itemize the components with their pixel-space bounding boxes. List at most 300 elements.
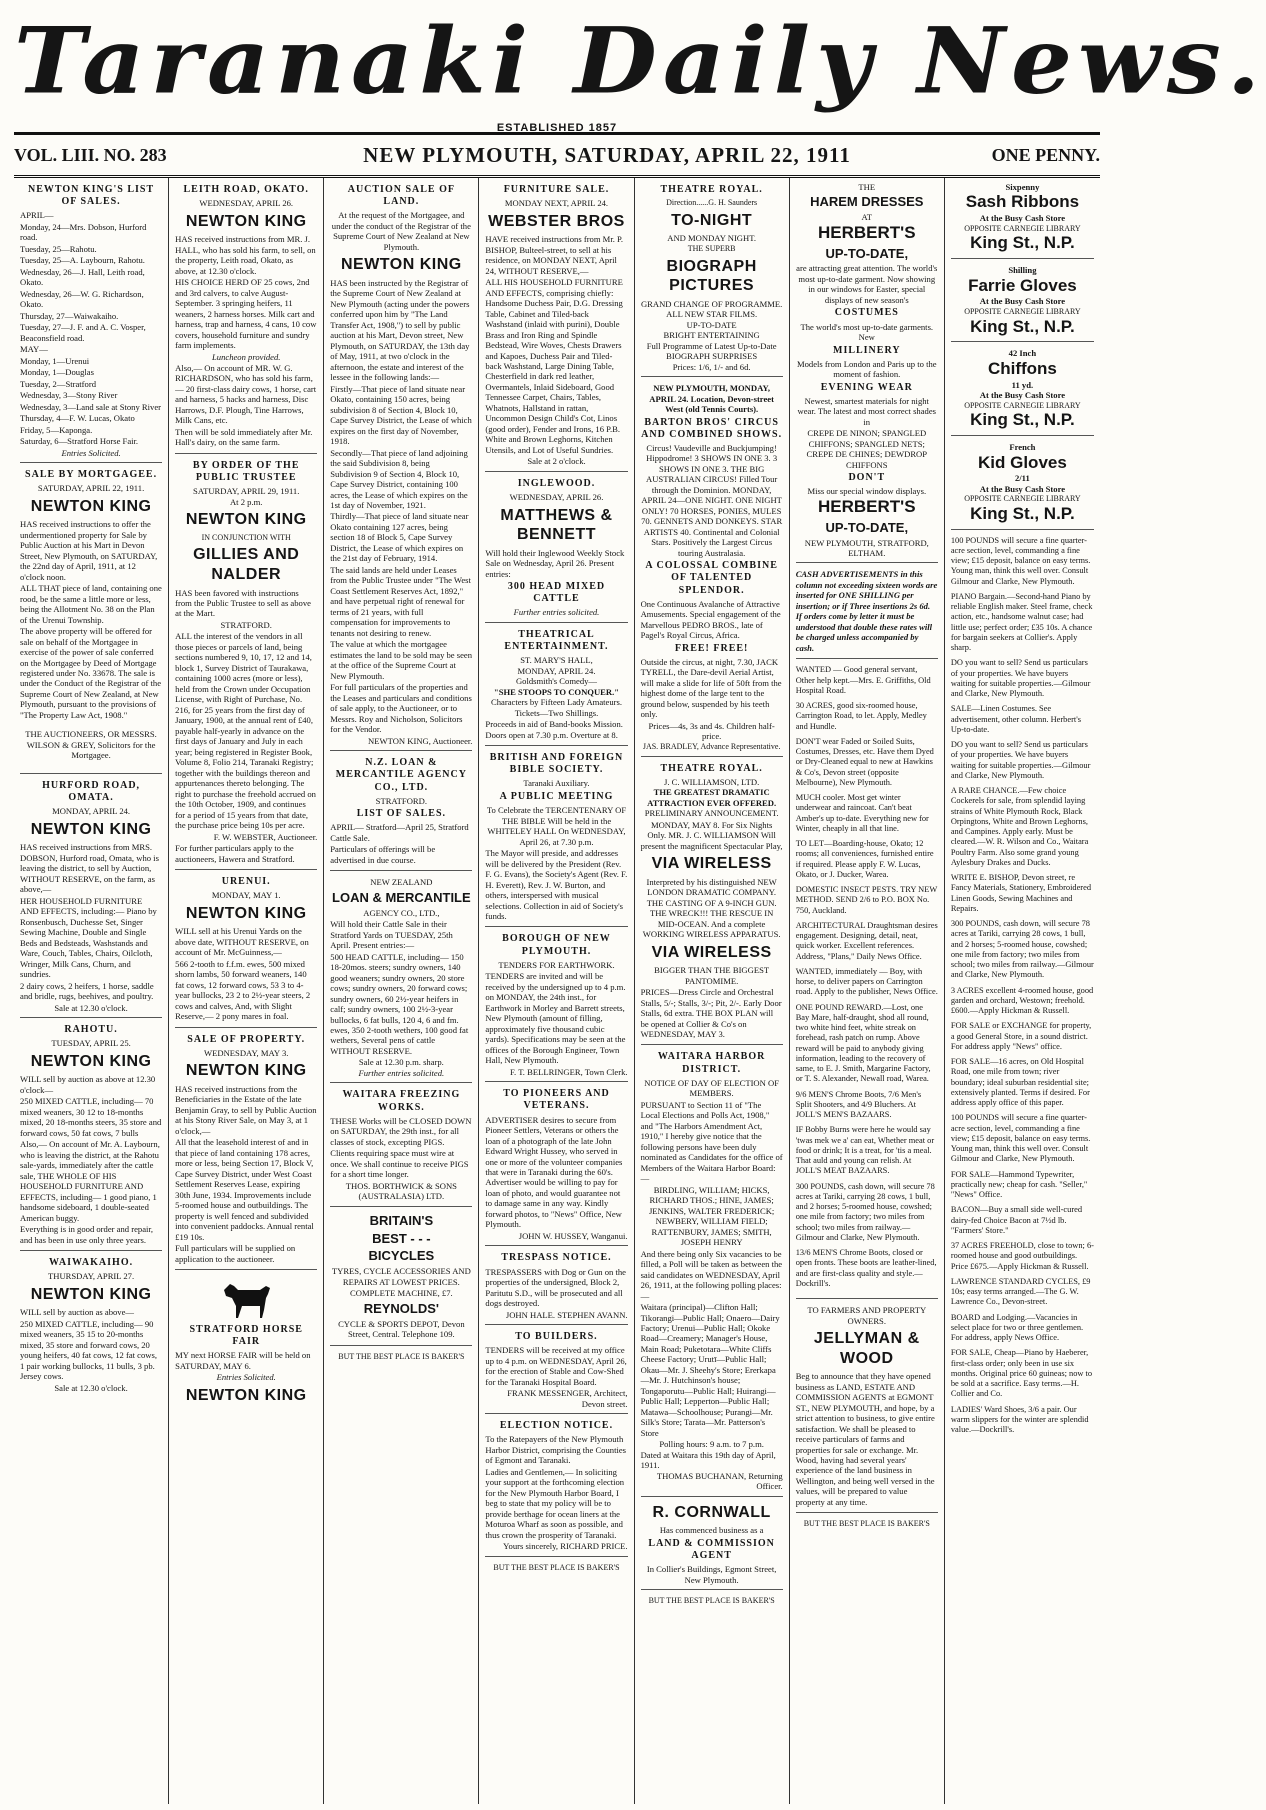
classified-ad: 3 ACRES excellent 4-roomed house, good garden and orchard, Westown; freehold. £600.—Apply Hickman & Russell. <box>950 985 1094 1016</box>
election-title: ELECTION NOTICE. <box>499 1420 614 1432</box>
play-title: "SHE STOOPS TO CONQUER." <box>493 686 620 697</box>
borough-title: BOROUGH OF NEW PLYMOUTH. <box>502 933 611 957</box>
masthead <box>14 6 1266 134</box>
inglewood-ad <box>485 478 627 623</box>
builders-title: TO BUILDERS. <box>515 1330 598 1342</box>
sales-list-item: Thursday, 4—F. W. Lucas, Okato <box>20 413 135 424</box>
ad1-price: Sixpenny <box>1005 182 1040 192</box>
waiwakaiho-date: THURSDAY, APRIL 27. <box>48 1271 135 1282</box>
builders-ad <box>485 1331 627 1414</box>
column-3 <box>324 178 479 1804</box>
luncheon-note: Luncheon provided. <box>212 351 281 362</box>
theatre-direction: Direction......G. H. Saunders <box>666 198 758 208</box>
harbor-title: WAITARA HARBOR DISTRICT. <box>657 1051 766 1075</box>
column-2 <box>169 178 324 1804</box>
cornwall-name: R. CORNWALL <box>652 1503 771 1521</box>
classifieds-col-7 <box>951 536 1094 1436</box>
via-wireless-title-2: VIA WIRELESS <box>651 943 772 961</box>
classified-ad: 100 POUNDS will secure a fine quarter-acre section, level, commanding a fine view; £15 deposit, balance on easy terms. Young man, think this well over. Consult Gilmour and Clarke, New Plymouth. <box>950 1113 1091 1164</box>
auction-land-3: Thirdly—That piece of land situate near Okato containing 127 acres, being section 18 of Block 5, Cape Survey District, the Lease of which expires on the 21st day of February, 1914. <box>330 511 469 564</box>
harem-body: are attracting great attention. The world's most up-to-date garment. Now showing in our windows for Easter, special displays of new season's <box>796 263 938 305</box>
trustee-body: HAS been favored with instructions from the Public Trustee to sell as above at the Mart. <box>175 587 311 619</box>
pioneers-body: ADVERTISER desires to secure from Pioneer Settlers, Veterans or others the loan of a photograph of the late John Edward Wright Hussey, who served in one or more of the volunteer companies that were in Taranaki during the 60's. Advertiser would be willing to pay for loan of photo, and would guarantee not to damage same in any way. Kindly forward photos, to "News" Office, New Plymouth. <box>485 1114 623 1230</box>
theatrical-ad <box>485 629 627 746</box>
earthwork-tenders-ad <box>485 933 627 1082</box>
characters-line: Characters by Fifteen Lady Amateurs. <box>490 697 622 708</box>
pioneers-ad <box>485 1088 627 1246</box>
classifieds-col-6 <box>796 665 938 1299</box>
star-films: ALL NEW STAR FILMS. <box>666 309 758 320</box>
farmers-title: TO FARMERS AND PROPERTY OWNERS. <box>807 1305 927 1326</box>
busy-store-ad-4 <box>951 442 1094 530</box>
ad3-item: Chiffons <box>987 358 1057 378</box>
superb-line: THE SUPERB <box>687 243 736 253</box>
via-wireless-title: VIA WIRELESS <box>651 855 772 873</box>
busy-store-ad-3 <box>951 348 1094 436</box>
horse-fair-entries: Entries Solicited. <box>216 1372 276 1383</box>
issue-date: NEW PLYMOUTH, SATURDAY, APRIL 22, 1911 <box>363 142 851 167</box>
circus-ad <box>641 383 783 756</box>
sales-list-item: Wednesday, 26—J. Hall, Leith road, Okato. <box>20 266 145 288</box>
auctioneer-name: NEWTON KING <box>30 820 152 838</box>
land-commission-agent: LAND & COMMISSION AGENT <box>648 1537 775 1561</box>
classified-ad: DO you want to sell? Send us particulars of your properties. We have buyers waiting for suitable properties.—Gilmour and Clarke, New Plymouth. <box>950 658 1091 699</box>
pioneers-title: TO PIONEERS AND VETERANS. <box>503 1088 610 1112</box>
classified-ad: WANTED, immediately — Boy, with horse, to deliver papers on Carrington road. Apply to the publisher, News Office. <box>795 966 938 997</box>
loan-title: LOAN & MERCANTILE <box>332 889 471 905</box>
rahotu-sale-ad <box>20 1024 162 1251</box>
rahotu-cattle: 250 MIXED CATTLE, including— 70 mixed weaners, 30 12 to 18-months mixed, 20 18-months steers, 35 store and forward cows, 50 fat cows, 7 bulls <box>20 1096 162 1138</box>
nz-title: NEW ZEALAND <box>370 877 433 888</box>
trustee-further: For further particulars apply to the auctioneers, Hawera and Stratford. <box>175 843 295 864</box>
furniture-time: Sale at 2 o'clock. <box>527 456 586 467</box>
classified-ad: ARCHITECTURAL Draughtsman desires engagement. Designing, detail, neat, quick worker. Excellent references. Address, "Plans," Daily News Office. <box>795 920 938 961</box>
bible-title: BRITISH AND FOREIGN BIBLE SOCIETY. <box>489 752 624 776</box>
hurford-sale-ad <box>20 780 162 1018</box>
via-wireless-ad <box>641 763 783 1046</box>
monday-night: AND MONDAY NIGHT. <box>667 233 756 244</box>
ad1-at: At the Busy Cash Store <box>979 213 1066 224</box>
millinery-body: Models from London and Paris up to the moment of fashion. <box>796 358 937 380</box>
jellyman-wood: JELLYMAN & WOOD <box>813 1330 920 1367</box>
election-body-2: Ladies and Gentlemen,— In soliciting your support at the forthcoming election for the New Plymouth Harbor Board, I beg to state that my policy will be to provide berthage for ocean liners at the Moturoa Wharf as soon as possible, and thus crown the prosperity of Taranaki. <box>485 1466 625 1540</box>
sales-list-item: Wednesday, 3—Land sale at Stony River <box>20 401 161 412</box>
leith-road-ad <box>175 184 317 454</box>
established-line: ESTABLISHED 1857 <box>496 122 618 134</box>
classified-ad: FOR SALE—16 acres, on Old Hospital Road, one mile from town; river boundary; ideal suburban residential site; extensively planted. Terms if desired. For address apply office of this paper. <box>950 1057 1090 1108</box>
urenui-title: URENUI. <box>221 876 271 888</box>
may-dates: MONDAY, MAY 8. For Six Nights Only. MR. J. C. WILLIAMSON Will present the magnificent Spectacular Play, <box>640 819 783 851</box>
trustee-body-2: ALL the interest of the vendors in all those pieces or parcels of land, being sections numbered 9, 10, 17, 12 and 14, block 1, Survey District of Taurakawa, containing 1000 acres (more or less), held from the Crown under Occupation License, with Right of Purchase, No. 216, for 25 years from the first day of January, 1900, at the annual rent of £40, payable half-yearly in advance on the first days of January and July in each year; being registered in Register Book, Volume 8, Folio 214, Taranaki Registry; together with the buildings thereon and appurtenances thereto belonging. The right to purchase the freehold accrued on the 10th October, 1909, and continues for a period of 15 years from that date, the purchase price being 10s per acre. <box>175 631 316 831</box>
newspaper-title: Taranaki Daily News. <box>14 6 1266 115</box>
classified-ad: FOR SALE or EXCHANGE for property, a good General Store, in a sound district. For address apply "News" office. <box>950 1021 1092 1051</box>
poll-hours: Polling hours: 9 a.m. to 7 p.m. <box>659 1439 764 1450</box>
meeting-body: To Celebrate the TERCENTENARY OF THE BIBLE Will be held in the WHITELEY HALL On WEDNESDAY, April 26, at 7.30 p.m. <box>486 805 627 847</box>
trespass-ad <box>485 1252 627 1325</box>
webster-sign: F. W. WEBSTER, Auctioneer. <box>213 831 318 842</box>
tickets-body: Proceeds in aid of Band-books Mission. Doors open at 7.30 p.m. Overture at 8. <box>485 719 623 740</box>
mortgagee-body-2: ALL THAT piece of land, containing one rood, be the same a little more or less, being the Allotment No. 38 on the Plan of the Urenui Township. <box>20 583 162 625</box>
hurford-stock: 2 dairy cows, 2 heifers, 1 horse, saddle and bridle, rugs, beehives, and poultry. <box>20 980 154 1002</box>
tenders-sign: F. T. BELLRINGER, Town Clerk. <box>509 1066 628 1077</box>
bakers-footer: BUT THE BEST PLACE IS BAKER'S <box>493 1562 620 1572</box>
leith-date: WEDNESDAY, APRIL 26. <box>199 198 294 209</box>
stratford-heading: STRATFORD. <box>220 619 272 630</box>
auctioneer-name: NEWTON KING <box>340 256 462 274</box>
bakers-footer: BUT THE BEST PLACE IS BAKER'S <box>803 1519 930 1529</box>
circus-body-3: Outside the circus, at night, 7.30, JACK TYRELL, the Dare-devil Aerial Artist, will make a slide for life of 50ft from the highest dome of the large tent to the ground below, suspended by his teeth only. <box>640 656 782 720</box>
waiwakaiho-cattle: 250 MIXED CATTLE, including— 90 mixed weaners, 35 15 to 20-months mixed, 35 store and forward cows, 20 young heifers, 40 fat cows, 12 fat cows, 1 pair working bullocks, 11 bulls, 3 pb. Jersey cows. <box>20 1318 157 1382</box>
classified-ad: LAWRENCE STANDARD CYCLES, £9 10s; easy terms arranged.—The G. W. Lawrence Co., Devon-street. <box>950 1276 1091 1307</box>
ad3-price: 42 Inch <box>1008 348 1037 359</box>
tonight-heading: TO-NIGHT <box>671 211 753 229</box>
rahotu-date: TUESDAY, APRIL 25. <box>51 1038 131 1049</box>
horse-fair-body: MY next HORSE FAIR will be held on SATURDAY, MAY 6. <box>175 1350 311 1371</box>
property-body: HAS received instructions from the Beneficiaries in the Estate of the late Benjamin Gray, to sell by Public Auction at his Stony River Sale, on May 3, at 1 o'clock,— <box>175 1083 317 1136</box>
pioneers-sign: JOHN W. HUSSEY, Wanganui. <box>518 1230 628 1241</box>
classified-ad: BOARD and Lodging.—Vacancies in select place for two or three gentlemen. For address, apply News Office. <box>950 1312 1084 1343</box>
column-6 <box>790 178 945 1804</box>
classified-ad: 30 ACRES, good six-roomed house, Carrington Road, to let. Apply, Medley and Hundle. <box>795 701 927 731</box>
loan-mercantile-ad <box>330 877 472 1083</box>
inglewood-entries: Further entries solicited. <box>513 607 600 618</box>
meeting-body-2: The Mayor will preside, and addresses will be delivered by the President (Rev. F. G. Evans), the Society's Agent (Rev. F. H. Everett), Rev. J. W. Burton, and others, interspersed with musical selections. Collection in aid of Society's funds. <box>485 848 628 921</box>
auctioneer-name: NEWTON KING <box>185 904 307 922</box>
ad3-sub: 11 yd. <box>1011 379 1034 390</box>
horse-fair-title: STRATFORD HORSE FAIR <box>189 1324 303 1348</box>
ad2-address: King St., N.P. <box>970 316 1075 336</box>
tyres-line: TYRES, CYCLE ACCESSORIES AND REPAIRS AT LOWEST PRICES. <box>331 1266 471 1287</box>
colossal-line: A COLOSSAL COMBINE OF TALENTED SPLENDOR. <box>645 560 778 596</box>
jellyman-wood-ad <box>796 1305 938 1513</box>
classified-ad: 300 POUNDS, cash down, will secure 78 acres at Tariki, carrying 28 cows, 1 bull, and 2 horses; 5-roomed house, cowshed; one mile from factory; two miles from school; two miles from railway.—Gilmour and Clarke, New Plymouth. <box>950 919 1094 980</box>
classified-ad: 300 POUNDS, cash down, will secure 78 acres at Tariki, carrying 28 cows, 1 bull, and 2 horses; 5-roomed house, cowshed; one mile from factory; two miles from school; two miles from railway.—Gilmour and Clarke, New Plymouth. <box>795 1181 935 1242</box>
column-4 <box>479 178 634 1804</box>
ad3-at: At the Busy Cash Store <box>979 390 1066 401</box>
harem-dresses: HAREM DRESSES <box>810 194 924 210</box>
sales-list-title: NEWTON KING'S LIST OF SALES. <box>27 184 155 208</box>
ad3-opposite: OPPOSITE CARNEGIE LIBRARY <box>964 400 1081 410</box>
furniture-items: ALL HIS HOUSEHOLD FURNITURE AND EFFECTS, comprising chiefly: Handsome Duchess Pair, D.G. Dressing Table, Cabinet and Tiled-back Washstand (inlaid with purini), Double Brass and Iron Ring and Spindle Bedstead, Wire Woves, Chests Drawers and Kapoes, Duchess Pair and Tiled-back Washstand, Large Dining Table, Chesterfield in dark red leather, Overmantels, Inlaid Sideboard, Good Tennessee Carpet, Chairs, Tables, Whatnots, Hallstand in rattan, Uncommon Design Child's Cot, Linos (good order), Fender and Irons, 16 P.B. White and Brown Leghorns, Kitchen Utensils, and Lot of Useful Sundries. <box>485 277 623 455</box>
rahotu-body: WILL sell by auction as above at 12.30 o'clock— <box>20 1074 156 1095</box>
auctioneer-name: NEWTON KING <box>30 1052 152 1070</box>
ad4-price: French <box>1009 442 1036 453</box>
circus-body-2: One Continuous Avalanche of Attractive Amusements. Special engagement of the Marvellous PEDRO BROS., late of Pagel's Royal Circus, Africa. <box>640 598 781 641</box>
auctioneer-name: NEWTON KING <box>185 511 307 529</box>
theatre-royal-ad <box>641 184 783 377</box>
inglewood-date: WEDNESDAY, APRIL 26. <box>509 492 604 503</box>
classified-ad: 9/6 MEN'S Chrome Boots, 7/6 Men's Split Shooters, and 4/9 Bluchers. At JOLL'S MEN'S BAZAARS. <box>795 1089 922 1120</box>
bigger-line: BIGGER THAN THE BIGGEST PANTOMIME. <box>654 965 770 986</box>
list-of-sales: LIST OF SALES. <box>356 808 446 820</box>
bicycles-ad <box>330 1213 472 1346</box>
theatrical-date: MONDAY, APRIL 24. <box>517 665 596 676</box>
cornwall-ad <box>641 1503 783 1590</box>
waiwakaiho-body: WILL sell by auction as above— <box>20 1307 134 1318</box>
entries-solicited: Entries Solicited. <box>61 447 121 458</box>
property-full: Full particulars will be supplied on application to the auctioneer. <box>175 1243 296 1264</box>
ad1-address: King St., N.P. <box>970 233 1075 253</box>
leith-body: HAS received instructions from MR. J. HALL, who has sold his farm, to sell, on the property, Leith road, Okato, as above, at 12.30 o'clock. <box>175 234 316 276</box>
borthwick-sign: THOS. BORTHWICK & SONS (AUSTRALASIA) LTD. <box>345 1180 457 1202</box>
theatre-prices: Prices: 1/6, 1/- and 6d. <box>672 361 751 372</box>
ad2-price: Shilling <box>1008 265 1037 276</box>
costumes-body: The world's most up-to-date garments. New <box>800 321 934 343</box>
ad2-at: At the Busy Cash Store <box>979 296 1066 307</box>
freezing-title: WAITARA FREEZING WORKS. <box>342 1089 461 1113</box>
cash-ads-notice <box>796 569 938 659</box>
classified-ad: WRITE E. BISHOP, Devon street, re Fancy Materials, Stationery, Embroidered Linen Goods, Sewing Machines and Repairs. <box>950 873 1092 913</box>
returning-officer: THOMAS BUCHANAN, Returning Officer. <box>656 1470 783 1492</box>
sales-list-item: Thursday, 27—Waiwakaiho. <box>20 310 119 321</box>
reynolds-sub: CYCLE & SPORTS DEPOT, Devon Street, Central. Telephone 109. <box>338 1318 465 1340</box>
ad4-address: King St., N.P. <box>970 503 1075 523</box>
ad4-at: At the Busy Cash Store <box>979 483 1066 494</box>
busy-store-ad-2 <box>951 265 1094 342</box>
classified-ad: IF Bobby Burns were here he would say 'twas mek we a' can eat, Whether meat or food or drink; It is a treat, for 'tis a meal. That auld and young can relish. At JOLL'S MEAT BAZAARS. <box>795 1125 935 1176</box>
loan-body: Will hold their Cattle Sale in their Stratford Yards on TUESDAY, 25th April. Present entries:— <box>330 919 453 951</box>
best-line: BEST - - - <box>372 1230 431 1246</box>
richardson-end: Then will be sold immediately after Mr. Hall's dairy, on the same farm. <box>175 426 313 448</box>
mortgagee-title: SALE BY MORTGAGEE. <box>25 469 158 481</box>
dont-heading: DON'T <box>848 472 886 484</box>
gillies-nalder: GILLIES AND NALDER <box>193 546 300 583</box>
property-title: SALE OF PROPERTY. <box>187 1033 306 1045</box>
laybourn-body: Also,— On account of Mr. A. Laybourn, who is leaving the district, at the Rahotu sale-yards, immediately after the cattle sale, THE WHOLE OF HIS HOUSEHOLD FURNITURE AND EFFECTS, including— 1 good piano, 1 handsome sideboard, 1 double-seated American buggy. <box>20 1139 160 1223</box>
auction-body-2: HAS been instructed by the Registrar of the Supreme Court of New Zealand at New Plymouth (acting under the powers conferred upon him by "The Land Transfer Act, 1908,") to sell by public auction at his Mart, Devon street, New Plymouth, on SATURDAY, the 13th day of May, 1911, at two o'clock in the afternoon, the estate and interest of the lessee in the following lands:— <box>330 277 470 383</box>
evening-body: Newest, smartest materials for night wear. The latest and most correct shades in <box>797 395 937 427</box>
loan-stock: 500 HEAD CATTLE, including— 150 18-20mos. steers; sundry owners, 140 good weaners; sundry owners, 20 store cows; sundry owners, 20 forward cows; sundry owners, 60 2½-year heifers in calf; sundry owners, 100 2½-3-year bullocks, 6 fat bulls, 120 4, 6 and fm. ewes, 350 2-tooth wethers, 100 good fat wethers, Several pens of cattle WITHOUT RESERVE. <box>330 951 469 1056</box>
rahotu-title: RAHOTU. <box>64 1024 118 1036</box>
williamson-line: J. C. WILLIAMSON, LTD. <box>664 776 760 787</box>
sales-list-ad <box>20 184 162 463</box>
mortgagee-body: HAS received instructions to offer the undermentioned property for Sale by Public Auction at his Mart in Devon Street, New Plymouth, on SATURDAY, the 22nd day of April, 1911, at 12 o'clock noon. <box>20 519 158 582</box>
candidates-list: BIRDLING, WILLIAM; HICKS, RICHARD THOS.; HINE, JAMES; JENKINS, WALTER FREDERICK; NEWBERY, WILLIAM FIELD; RATTENBURY, JAMES; SMITH, JOSEPH HENRY <box>648 1184 775 1248</box>
land-auction-ad <box>330 184 472 751</box>
sales-list-item: Tuesday, 27—J. F. and A. C. Vosper, Beaconsfield road. <box>20 322 146 343</box>
classified-ad: A RARE CHANCE.—Few choice Cockerels for sale, from splendid laying strains of White Plymouth Rock, Black Orpingtons, White and Brown Leghorns, and Campines. Apply early. Must be cleared.—W. R. Wilson and Co., Waitara Poultry Farm. Also some grand young Aylesbury Drakes and Ducks. <box>950 786 1089 867</box>
auction-body-5: For full particulars of the properties and the Leases and particulars and conditions of sale apply, to the Auctioneer, or to Messrs. Roy and Nicholson, Solicitors for the Vendor. <box>330 682 472 735</box>
election-ad <box>485 1420 627 1557</box>
up-to-date-2: UP-TO-DATE, <box>825 519 909 535</box>
auctioneer-name: NEWTON KING <box>30 497 152 515</box>
classified-ad: DON'T wear Faded or Soiled Suits, Costumes, Dresses, etc. Have them Dyed or Dry-Cleaned equal to new at Hawkins & Co's, Devon street (opposite Melbourne), New Plymouth. <box>795 736 934 787</box>
urenui-body: WILL sell at his Urenui Yards on the above date, WITHOUT RESERVE, on account of Mr. McGuinness,— <box>175 926 309 958</box>
mortgagee-date: SATURDAY, APRIL 22, 1911. <box>37 483 145 494</box>
webster-bros: WEBSTER BROS <box>488 212 625 230</box>
classified-ad: DO you want to sell? Send us particulars of your properties. We have buyers waiting for suitable properties.—Gilmour and Clarke, New Plymouth. <box>950 740 1091 780</box>
classified-ad: WANTED — Good general servant, Other help kept.—Mrs. E. Griffiths, Old Hospital Road. <box>795 665 931 695</box>
matthews-bennett: MATTHEWS & BENNETT <box>500 506 613 544</box>
wireless-prices: PRICES—Dress Circle and Orchestral Stalls, 5/-; Stalls, 3/-; Pit, 2/-. Early Door Stalls, 6d extra. THE BOX PLAN will be opened at Collier & Co's on WEDNESDAY, MAY 3. <box>640 987 782 1039</box>
inglewood-body: Will hold their Inglewood Weekly Stock Sale on Wednesday, April 26. Present entries: <box>485 547 625 579</box>
hurford-items: HER HOUSEHOLD FURNITURE AND EFFECTS, including:— Piano by Ronsenbusch, Duchesse Set, Singer Sewing Machine, Double and Single Beds and Bedsteads, Washstands and Ware, Couch, Tables, Chairs, Oilcloth, Wringer, Milk Cans, Churn, and sundries. <box>20 895 157 980</box>
theatrical-venue: ST. MARY'S HALL, <box>520 655 593 666</box>
issue-price: ONE PENNY. <box>991 144 1100 165</box>
cornwall-body: Has commenced business as a <box>659 1525 764 1536</box>
greatest-line: THE GREATEST DRAMATIC ATTRACTION EVER OFFERED. <box>647 787 777 808</box>
conjunction-line: IN CONJUNCTION WITH <box>201 532 291 542</box>
mortgagee-body-3: The above property will be offered for sale on behalf of the Mortgagee in exercise of the power of sale conferred on the Mortgagee by Deed of Mortgage registered under No. 33678. The sale is under the Conduct of the Registrar of the Supreme Court of New Zealand, at New Plymouth, pursuant to the provisions of "The Property Law Act, 1908." <box>20 626 162 720</box>
mortgagee-sale-ad <box>20 469 162 774</box>
herberts-name-2: HERBERT'S <box>817 496 916 516</box>
auction-body-4: The value at which the mortgagee estimates the land to be sold may be seen at the office of the Supreme Court at New Plymouth. <box>330 639 473 681</box>
bradley-sign: JAS. BRADLEY, Advance Representative. <box>642 741 781 751</box>
loan-sub: AGENCY CO., LTD., <box>363 907 440 918</box>
sales-list-item: Tuesday, 25—Rahotu. <box>20 243 97 254</box>
bakers-footer: BUT THE BEST PLACE IS BAKER'S <box>338 1351 465 1361</box>
dateline-bar <box>14 132 1100 178</box>
nz-loan-list-ad <box>330 757 472 871</box>
builders-body: TENDERS will be received at my office up to 4 p.m. on WEDNESDAY, April 26, for the erection of Stable and Cow-Shed for the Taranaki Hospital Board. <box>485 1345 627 1387</box>
classified-ad: 37 ACRES FREEHOLD, close to town; 6-roomed house and good outbuildings. Price £675.—Apply Hickman & Russell. <box>950 1241 1094 1271</box>
bible-society-ad <box>485 752 627 927</box>
ad4-item: Kid Gloves <box>978 452 1067 472</box>
programme-line: GRAND CHANGE OF PROGRAMME. <box>640 298 783 309</box>
sales-list-item: Wednesday, 3—Stony River <box>20 390 118 401</box>
classified-ad: FOR SALE, Cheap—Piano by Haeberer, first-class order; only been in use six months. Original price 60 guineas; now to be sold at a sacrifice. Easy terms.—H. Collier and Co. <box>950 1348 1093 1399</box>
tickets-line: Tickets—Two Shillings. <box>514 707 599 718</box>
richardson-body: Also,— On account of MR. W. G. RICHARDSON, who has sold his farm,— 20 first-class dairy cows, 1 horse, cart and harness, 5 hacks and harness, Disc Harrows, D.F. Plough, Tine Harrows, Milk Cans, etc. <box>175 363 317 426</box>
herberts-towns: NEW PLYMOUTH, STRATFORD, ELTHAM. <box>804 537 929 558</box>
freezing-body: THESE Works will be CLOSED DOWN on SATURDAY, the 29th inst., for all classes of stock, excepting PIGS. <box>330 1115 472 1147</box>
volume-number: VOL. LIII. NO. 283 <box>14 144 167 165</box>
barton-bros: BARTON BROS' CIRCUS AND COMBINED SHOWS. <box>641 416 783 440</box>
sales-list-item: MAY— <box>20 344 48 355</box>
wireless-body: Interpreted by his distinguished NEW LONDON DRAMATIC COMPANY. THE CASTING OF A 9-INCH GUN. THE WRECK!!! THE RESCUE IN MID-OCEAN. And a complete WORKING WIRELESS APPARATUS. <box>642 876 781 940</box>
ad4-sub: 2/11 <box>1015 473 1030 484</box>
harbor-date: Dated at Waitara this 19th day of April, 1911. <box>640 1449 776 1471</box>
auction-land-1: Firstly—That piece of land situate near Okato, containing 150 acres, being subdivision 8 of Section 4, Block 10, Cape Survey District, the Lease of which expires on the first day of November, 1918. <box>330 383 472 447</box>
bicycles-line: BICYCLES <box>368 1248 435 1264</box>
sales-list-item: Tuesday, 2—Stratford <box>20 378 96 389</box>
inglewood-title: INGLEWOOD. <box>517 477 596 489</box>
freezing-works-ad <box>330 1089 472 1206</box>
waiwakaiho-sale-ad <box>20 1257 162 1397</box>
bible-sub: Taranaki Auxiliary. <box>523 778 590 789</box>
auction-body: At the request of the Mortgagee, and under the conduct of the Registrar of the Supreme Court of New Zealand at New Plymouth. <box>331 210 471 252</box>
classified-ad: TO LET—Boarding-house, Okato; 12 rooms; all conveniences, furnished entire if required. Please apply F. W. Lucas, Okato, or J. Ducker, Warea. <box>795 839 934 879</box>
election-sign: Yours sincerely, RICHARD PRICE. <box>503 1541 628 1552</box>
furniture-date: MONDAY NEXT, APRIL 24. <box>504 198 609 209</box>
furniture-body: HAVE received instructions from Mr. P. BISHOP, Bulteel-street, to sell at his residence, on MONDAY NEXT, April 24, WITHOUT RESERVE,— <box>485 234 623 276</box>
auction-land-2: Secondly—That piece of land adjoining the said Subdivision 8, being Subdivision 9 of Section 4, Block 10, Cape Survey District, containing 100 acres, the Lease of which expires on the 1st day of November, 1921. <box>330 447 468 510</box>
ad1-item: Sash Ribbons <box>965 192 1080 212</box>
auctioneer-name: NEWTON KING <box>185 1062 307 1080</box>
harbor-body-2: And there being only Six vacancies to be filled, a Poll will be taken as between the said candidates on WEDNESDAY, April 26, 1911, at the following polling places:— <box>640 1248 783 1301</box>
inglewood-cattle: 300 HEAD MIXED CATTLE <box>507 581 606 605</box>
sales-list-item: Saturday, 6—Stratford Horse Fair. <box>20 436 139 447</box>
at-line: AT <box>861 212 873 223</box>
circus-prices: Prices—4s, 3s and 4s. Children half-price. <box>648 720 775 742</box>
waiwakaiho-title: WAIWAKAIHO. <box>49 1257 134 1269</box>
urenui-stock: 566 2-tooth to f.f.m. ewes, 500 mixed shorn lambs, 50 forward weaners, 140 fat cows, 12 forward cows, 53 3 to 4-year bullocks, 23 2 to 2½-year steers, 2 cows and calves, And, with Slight Reserve,— 2 pony mares in foal. <box>175 958 311 1022</box>
harbor-body: PURSUANT to Section 11 of "The Local Elections and Polls Act, 1908," and "The Harbors Amendment Act, 1910," I hereby give notice that the following persons have been duly nominated as Candidates for the office of Members of the Waitara Harbor Board:— <box>640 1099 783 1184</box>
sales-list-item: Wednesday, 26—W. G. Richardson, Okato. <box>20 288 144 310</box>
polling-places: Waitara (principal)—Clifton Hall; Tikorangi—Public Hall; Onaero—Dairy Factory; Urenui—Public Hall; Okoke Road—Creamery; Manager's House, Main Road; Puketotara—White Cliffs Cheese Factory; Urutī—Public Hall; Okau—Mr. J. Sheehy's Store; Ererkapa—Mr. J. Hutchinson's house; Tongaporutu—Public Hall; Huirangi—Public Hall; Lepperton—Public Hall; Matawa—Schoolhouse; Purangi—Mr. Silk's Store; Tarata—Mr. Patterson's Store <box>640 1302 780 1438</box>
classified-ad: 13/6 MEN'S Chrome Boots, closed or open fronts. These boots are leather-lined, and are first-class quality and style.—Dockrill's. <box>795 1248 937 1288</box>
sales-list-item: Friday, 5—Kaponga. <box>20 424 93 435</box>
theatre-2-title: THEATRE ROYAL. <box>660 762 763 774</box>
the-line: THE <box>858 182 876 192</box>
theatrical-title: THEATRICAL ENTERTAINMENT. <box>504 628 609 653</box>
britains-line: BRITAIN'S <box>369 1212 434 1228</box>
dont-body: Miss our special window displays. <box>807 486 927 497</box>
classified-ad: PIANO Bargain.—Second-hand Piano by reliable English maker. Steel frame, check action, etc., handsome walnut case; had little use; perfect order; £35 10s. A chance for bargain seekers at Collier's. Apply sharp. <box>950 591 1093 653</box>
classified-ad: 100 POUNDS will secure a fine quarter-acre section, level, commanding a fine view; £15 deposit, balance on easy terms. Young man, think this well over. Consult Gilmour and Clarke, New Plymouth. <box>950 535 1091 586</box>
horse-fair-ad <box>175 1276 317 1412</box>
list-body-2: Particulars of offerings will be advertised in due course. <box>330 844 436 865</box>
page-columns <box>14 178 1100 1804</box>
ad4-opposite: OPPOSITE CARNEGIE LIBRARY <box>964 494 1081 504</box>
trustee-date: SATURDAY, APRIL 29, 1911. <box>193 486 300 497</box>
sale-time: Sale at 12.30 o'clock. <box>54 1002 128 1013</box>
sales-list-item: Tuesday, 25—A. Laybourn, Rahotu. <box>20 255 145 266</box>
sales-list-item: APRIL— <box>20 210 54 221</box>
cash-ads-rules: CASH ADVERTISEMENTS in this column not exceeding sixteen words are inserted for ONE SHILLING per insertion; or if Three insertions 2s 6d. If orders come by letter it must be understood that double these rates will be charged unless accompanied by cash. <box>795 569 938 653</box>
hurford-date: MONDAY, APRIL 24. <box>52 806 131 817</box>
up-to-date: UP-TO-DATE, <box>825 245 909 261</box>
hurford-title: HURFORD ROAD, OMATA. <box>42 780 141 804</box>
auctioneer-name: NEWTON KING <box>185 1386 307 1404</box>
auction-title: AUCTION SALE OF LAND. <box>347 184 455 208</box>
freezing-body-2: Clients requiring space must wire at once. We shall continue to receive PIGS for a short time longer. <box>330 1148 469 1180</box>
materials-list: CREPE DE NINON; SPANGLED CHIFFONS; SPANGLED NETS; CREPE DE CHINES; DEWDROP CHIFFONS <box>806 428 928 470</box>
furniture-title: FURNITURE SALE. <box>503 184 610 195</box>
free-line: FREE! FREE! <box>674 642 749 654</box>
reynolds-name: REYNOLDS' <box>363 1300 440 1316</box>
sales-list-item: Monday, 1—Urenui <box>20 355 90 366</box>
classified-ad: ONE POUND REWARD.—Lost, one Bay Mare, half-draught, shod all round, two white hind feet, white streak on forehead, rash patch on rump. Above reward will be paid to anybody giving information, leading to the recovery of same, to E. J. Smith, Margarine Factory, or T. S. Alexander, Newall road, Warea. <box>795 1002 931 1084</box>
ad1-opposite: OPPOSITE CARNEGIE LIBRARY <box>964 223 1081 233</box>
builders-sign: FRANK MESSENGER, Architect, Devon street. <box>507 1388 628 1409</box>
classified-ad: LADIES' Ward Shoes, 3/6 a pair. Our warm slippers for the winter are splendid value.—Dockrill's. <box>950 1404 1089 1435</box>
up-to-date-line: UP-TO-DATE <box>686 319 737 330</box>
biograph-pictures: BIOGRAPH PICTURES <box>666 257 757 295</box>
trespass-title: TRESPASS NOTICE. <box>501 1252 612 1264</box>
leith-herd: HIS CHOICE HERD OF 25 cows, 2nd and 3rd calvers, to calve August-September. 3 springing heifers, 11 weaners, 2 harness horses. Milk cart and harness, trap and harness, 4 cans, 10 cow covers, household furniture and sundry farm implements. <box>175 277 317 351</box>
costumes-heading: COSTUMES <box>834 307 899 319</box>
full-programme: Full Programme of Latest Up-to-Date BIOGRAPH SURPRISES <box>646 340 777 362</box>
hurford-body: HAS received instructions from MRS. DOBSON, Hurford road, Omata, who is leaving the district, to sell by Auction, WITHOUT RESERVE, on the farm, as above,— <box>20 842 159 895</box>
classified-ad: MUCH cooler. Most get winter underwear and raincoat. Can't beat Amber's up to-date. Everything new for Winter, cheaply in all that line. <box>795 793 929 833</box>
ad2-opposite: OPPOSITE CARNEGIE LIBRARY <box>964 306 1081 316</box>
list-body: APRIL— Stratford—April 25, Stratford Cattle Sale. <box>330 822 469 843</box>
auctioneer-name: NEWTON KING <box>185 212 307 230</box>
column-1 <box>14 178 169 1804</box>
bright-line: BRIGHT ENTERTAINING <box>663 330 760 341</box>
sales-list-item: Monday, 1—Douglas <box>20 367 94 378</box>
auctioneer-name: NEWTON KING <box>30 1285 152 1303</box>
complete-machine: COMPLETE MACHINE, £7. <box>350 1288 453 1299</box>
tenders-body: TENDERS are invited and will be received by the undersigned up to 4 p.m. on MONDAY, the 24th inst., for Earthwork in Morley and Barrett streets, New Plymouth (amount of filling, approximately five thousand cubic yards). Specifications may be seen at the offices of the Borough Engineer, Town Hall, New Plymouth. <box>485 971 626 1066</box>
millinery-heading: MILLINERY <box>833 344 901 356</box>
preliminary-line: PRELIMINARY ANNOUNCEMENT. <box>644 808 779 819</box>
horse-illustration <box>216 1276 276 1320</box>
trustee-title: BY ORDER OF THE PUBLIC TRUSTEE <box>192 459 300 484</box>
harbor-election-ad <box>641 1051 783 1496</box>
election-body: To the Ratepayers of the New Plymouth Harbor District, comprising the Counties of Egmont and Taranaki. <box>485 1434 627 1466</box>
trespass-sign: JOHN HALE. STEPHEN AVANN. <box>505 1309 628 1320</box>
busy-store-ad-1 <box>951 182 1094 259</box>
nz-loan-title: N.Z. LOAN & MERCANTILE AGENCY CO., LTD. <box>335 757 467 793</box>
auction-body-3: The said lands are held under Leases from the Public Trustee under "The West Coast Settlement Reserves Act, 1892," and have perpetual right of renewal for terms of 21 years, with full compensation for improvements to tenants not desiring to renew. <box>330 564 471 638</box>
sales-list <box>20 210 162 446</box>
bakers-footer: BUT THE BEST PLACE IS BAKER'S <box>648 1596 775 1606</box>
stratford-heading: STRATFORD. <box>375 795 428 806</box>
property-date: WEDNESDAY, MAY 3. <box>204 1047 289 1058</box>
harbor-notice: NOTICE OF DAY OF ELECTION OF MEMBERS. <box>644 1077 779 1099</box>
